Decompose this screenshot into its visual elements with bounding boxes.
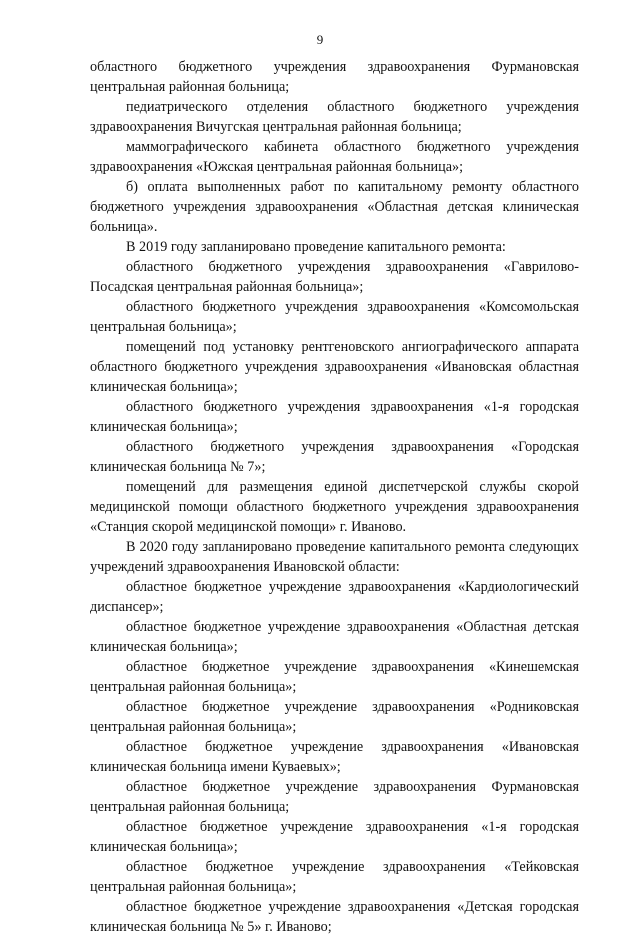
paragraph: областного бюджетного учреждения здравоохранения «Гаврилово-Посадская центральная районная больница»; xyxy=(90,259,579,295)
paragraph: областного бюджетного учреждения здравоохранения «Городская клиническая больница № 7»; xyxy=(90,439,579,475)
paragraph: областное бюджетное учреждение здравоохранения «Кардиологический диспансер»; xyxy=(90,579,579,615)
paragraph: областное бюджетное учреждение здравоохранения «Родниковская центральная районная больница»; xyxy=(90,699,579,735)
page-number: 9 xyxy=(316,32,324,47)
paragraph: помещений для размещения единой диспетчерской службы скорой медицинской помощи областного бюджетного учреждения здравоохранения «Станция скорой медицинской помощи» г. Иваново. xyxy=(90,479,579,535)
paragraph: педиатрического отделения областного бюджетного учреждения здравоохранения Вичугская центральная районная больница; xyxy=(90,99,579,135)
paragraph: В 2020 году запланировано проведение капитального ремонта следующих учреждений здравоохранения Ивановской области: xyxy=(90,539,579,575)
paragraph: областное бюджетное учреждение здравоохранения Фурмановская центральная районная больница; xyxy=(90,779,579,815)
paragraph: помещений под установку рентгеновского ангиографического аппарата областного бюджетного учреждения здравоохранения «Ивановская областная клиническая больница»; xyxy=(90,339,579,395)
document-body xyxy=(90,57,579,937)
paragraph: областного бюджетного учреждения здравоохранения Фурмановская центральная районная больница; xyxy=(90,59,579,95)
paragraph: б) оплата выполненных работ по капитальному ремонту областного бюджетного учреждения здравоохранения «Областная детская клиническая больница». xyxy=(90,179,579,235)
paragraph: областного бюджетного учреждения здравоохранения «1-я городская клиническая больница»; xyxy=(90,399,579,435)
paragraph: В 2019 году запланировано проведение капитального ремонта: xyxy=(126,239,506,255)
paragraph: областное бюджетное учреждение здравоохранения «Ивановская клиническая больница имени Куваевых»; xyxy=(90,739,579,775)
paragraph: маммографического кабинета областного бюджетного учреждения здравоохранения «Южская центральная районная больница»; xyxy=(90,139,579,175)
paragraph: областное бюджетное учреждение здравоохранения «Тейковская центральная районная больница»; xyxy=(90,859,579,895)
paragraph: областное бюджетное учреждение здравоохранения «Детская городская клиническая больница № 5» г. Иваново; xyxy=(90,899,579,935)
paragraph: областное бюджетное учреждение здравоохранения «Кинешемская центральная районная больница»; xyxy=(90,659,579,695)
paragraph: областное бюджетное учреждение здравоохранения «1-я городская клиническая больница»; xyxy=(90,819,579,855)
paragraph: областное бюджетное учреждение здравоохранения «Областная детская клиническая больница»; xyxy=(90,619,579,655)
paragraph: областного бюджетного учреждения здравоохранения «Комсомольская центральная больница»; xyxy=(90,299,579,335)
